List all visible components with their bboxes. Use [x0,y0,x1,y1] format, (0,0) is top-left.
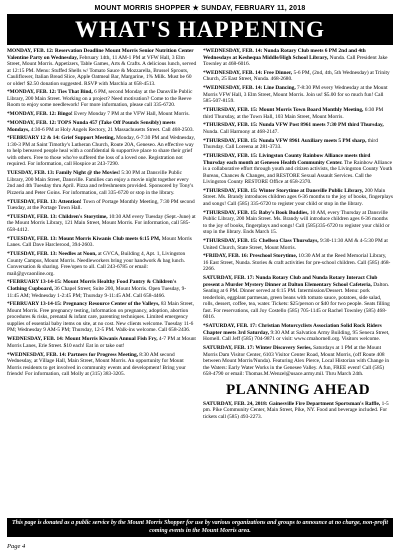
event-entry: *THURSDAY, FEB. 15: Baby's Book Buddies, 10 AM, every Thursday at Dansville Public Library, 200 Main Street. Ms. Brandy will introduce children ages 6-36 months to the joy of books, fingerplays and songs! Call (585)335-6720 to register your child or stop in the library. Ends March 15. [203,209,390,236]
page-number: Page 4 [7,543,26,550]
footer-notice: This page is donated as a public service by the Mount Morris Shopper for use by various organizations and groups to announce at no charge, non-profit coming events in the Mount Morris area. [7,518,393,537]
event-entry: *TUESDAY, FEB. 13: Needles at Noon, at GVCA, Building 4, Apt. 1, Livingston County Campus, Mount Morris. Needleworkers bring your handwork & bag lunch. Conversation & sharing. Free/open to all. Call 243-6785 or email: mail@gvcaonline.org. [7,251,186,277]
event-entry: *THURSDAY, FEB. 15: Mount Morris Town Board Monthly Meeting, 6:30 PM third Thursday, at the Town Hall, 103 Main Street, Mount Morris. [203,107,384,120]
event-entry: *FEBRUARY 13-14-15: Mount Morris Healthy Food Pantry & Children's Clothing Cupboard, 36 Chapel Street; Suite 200, Mount Morris. Open Tuesday, 9-11:45 AM; Wednesday 1-2:45 PM; Thursday 9-11:45 AM. Call 658-4466. [7,279,187,299]
event-entry: MONDAY, FEB. 12: Reservation Deadline Mount Morris Senior Nutrition Center Valentine Party on Wednesday, February 14th, 11 AM-1 PM at VFW Hall, 3 Elm Street, Mount Morris. Appetizers, Table Games, Arts & Crafts. A delicious lunch, served at 12:15 PM. Menu: Stuffed Shells w/ Tomato Sauce & Mozzarella, Brussel Sprouts, Cauliflower, Italian Bread Slice, Apple Oatmeal Bar, Margarine, 1% Milk. Must be 60 or older! $2.50 donation suggested. RSVP with Marchia at 658-4513. [7,48,197,87]
event-entry: *SATURDAY, FEB. 17: Christian Motorcyclists Association Solid Rock Riders Chapter meets 3rd Saturday, 9:30 AM at Salvation Army Building, 95 Seneca Street, Hornell. Call Jeff (585) 704-9871 or visit: www.cmahornell.org. Visitors welcome. [203,323,390,343]
event-entry: *TUESDAY, FEB. 13: Mount Morris Kiwanis Club meets 6:15 PM, Mount Morris Lanes. Call Dave Harclerood, 394-2603. [7,235,192,249]
event-entry: *THURSDAY, FEB. 15: Chellsea Class Thursdays, 9:30-11:30 AM & 4-5:30 PM at United Church, State Street, Mount Morris. [203,238,388,251]
event-entry: *WEDNESDAY, FEB. 14: Nunda Rotary Club meets 6 PM 2nd and 4th Wednesdays at Keshequa Middle/High School Library, Nunda. Call President Jake Townley at 468-6016. [203,48,388,68]
event-entry: SATURDAY, FEB. 17: Nunda Rotary Club and Nunda Rotary Interact Club present a Murder Mystery Dinner at Dalton Elementary School Cafeteria, Dalton. Seating at 6 PM. Dinner served at 6:15 PM. Intermission/Dessert. Menu: pork tenderloin, eggplant parmesan, green beans with tomato sauce, potatoes, side salad, rolls, dessert, coffee, tea, water. Tickets: $25/person or $40 for two people. Seats filling fast. For reservations, call Joy Costello (585) 705-1145 or Rachel Townley (585) 468-6016. [203,275,390,321]
event-entry: *THURSDAY, FEB. 15: Nunda VFW Post 8961 meets 7:30 PM third Thursday, Nunda. Call Harmony at 468-2147. [203,122,384,135]
page-title: WHAT'S HAPPENING [7,14,393,45]
event-entry: *WEDNESDAY, FEB. 14: Partners for Progress Meeting, 8:30 AM second Wednesday, at Village Hall, Main Street, Mount Morris. An opportunity for Mount Morris residents to get involved in community events and development! Bring your friends! For information, call Molly at (315) 383-3205. [7,351,186,378]
event-entry: *FEBRUARY 13-14-15: Pregnancy Resource Center of the Valleys, 83 Main Street, Mount Morris. Free pregnancy testing, information on pregnancy, adoption, abortion procedures & risks, prenatal & infant care, parenting techniques. Limited emergency supplies of essential baby items on site, at no cost. New clients welcome. Tuesday 11-6 PM; Wednesday 9 AM-5 PM; Thursday, 12-5 PM. Walk-ins welcome. Call 658-2436. [7,301,194,334]
event-columns [7,48,393,508]
event-entry: TUESDAY, FEB. 13: Family Night @ the Movies! 5:30 PM at Dansville Public Library, 200 Main Street, Dansville. Families can enjoy a movie night together every 2nd and 4th Tuesday thru April. Pizza and refreshments provided. Sponsored by Tony's Pizzeria and Peter Goins. For information, call 335-6720 or stop in the library. [7,170,194,196]
event-entry: *WEDNESDAY, FEB. 14: Line Dancing, 7-8:30 PM every Wednesday at the Mount Morris VFW Hall, 3 Elm Street, Mount Morris. Join us! $5.00 for so much fun! Call 585-507-8159. [203,85,388,105]
event-entry: *MONDAY, FEB. 12: TOPS Nunda 457 (Take Off Pounds Sensibly) meets Mondays, 4:30-6 PM at Holy Angels Rectory, 21 Massachusetts Street. Call 468-2503. [7,120,194,133]
event-entry: *TUESDAY, FEB. 13: Attention! Town of Portage Monthly Meeting, 7:30 PM second Tuesday, at the Portage Town Hall. [7,198,195,212]
right-column-entries [203,48,393,378]
masthead: MOUNT MORRIS SHOPPER ★ SUNDAY, FEBRUARY 11, 2018 [94,5,306,12]
planning-ahead-entries [203,401,393,421]
event-entry: *THURSDAY, FEB. 15: Winter Storytime at Dansville Public Library, 200 Main Street. Ms. Brandy introduces children ages 6-36 months to the joy of books, fingerplays and songs! Call (585) 335-6720 to register your child or stop in the library. [203,187,393,207]
event-entry: SATURDAY, FEB. 24, 2018: Gainesville Fire Department Sportsman's Raffle, 1-5 pm. Pike Community Center, Main Street, Pike, NY. Food and beverage included. For tickets call (585) 493-2273. [203,400,389,420]
event-entry: *MONDAY, FEB. 12: Bingo! Every Monday 7 PM at the VFW Hall, Mount Morris. [7,111,190,118]
right-column [203,48,393,508]
event-entry: *FEBRUARY 12 & 14: Grief Support Meeting, Monday, 6-7:30 PM and Wednesday, 1:30-3 PM at Saint Timothy's Lutheran Church, Route 20A, Geneseo. An effective way to help bereaved people heal with a confidential & supportive place to share their grief with others. Free to those who've suffered the loss of a loved one. Registration not required. For information, call Hospice at 243-7290. [7,135,196,168]
left-column [7,48,197,508]
event-entry: SATURDAY, FEB. 17: Winter Discovery Series, Saturdays at 1 PM at the Mount Morris Dam Visitor Center, 6103 Visitor Center Road, Mount Morris, (off Route 408 between Mount Morris/Nunda). Featuring Alex Pierce, Local Historian with Change in the Waters: Early Water Works in the Genesee Valley. A fun, FREE event! Call (585) 658-4790 or email: Thomas.M.Wenzel@usace.army.mil. Thru March 24th. [203,345,390,378]
event-entry: *THURSDAY, FEB. 15: Nunda VFW 8961 Auxiliary meets 5 PM sharp, third Thursday. Call Loreena at 281-3733. [203,137,378,151]
event-entry: WEDNESDAY, FEB. 14: Mount Morris Kiwanis Annual Fish Fry, 4-7 PM at Mount Morris Lanes, Erie Street. $10 each! Eat in or take out! [7,336,196,349]
event-entry: *FRIDAY, FEB. 16: Preschool Storytime, 10:30 AM at the Reed Memorial Library, 16 East Street, Nunda. Stories & craft activities for pre-school children. Call (585) 468-2266. [203,253,391,273]
event-entry: *THURSDAY, FEB. 15: Livingston County Rainbow Alliance meets third Thursday each month at Geneseo Health Community Center. The Rainbow Alliance is a collaborative effort through youth and citizen activists, the Livingston County Youth Bureau, Chances & Changes, and RESTORE Sexual Assault Services. Call the Livingston County RESTORE Office at 658-2370. [203,153,393,186]
event-entry: *MONDAY, FEB. 12: Ties That Bind, 6 PM, second Monday at the Dansville Public Library, 200 Main Street. Working on a project? Need motivation? Come to the Reeve Room to enjoy some needlework! For more information, please call 335-6720. [7,89,193,109]
event-entry: *TUESDAY, FEB. 13: Children's Storytime, 10:30 AM every Tuesday (Sept.-June) at the Mount Morris Library, 121 Main Street, Mount Morris. For information, call 585-658-4412. [7,213,196,233]
planning-ahead-title: PLANNING AHEAD [225,381,371,398]
event-entry: *WEDNESDAY, FEB. 14: Free Dinner, 5-6 PM, (2nd, 4th, 5th Wednesday) at Trinity Church, 25 East Street, Nunda. 468-2680. [203,69,390,83]
